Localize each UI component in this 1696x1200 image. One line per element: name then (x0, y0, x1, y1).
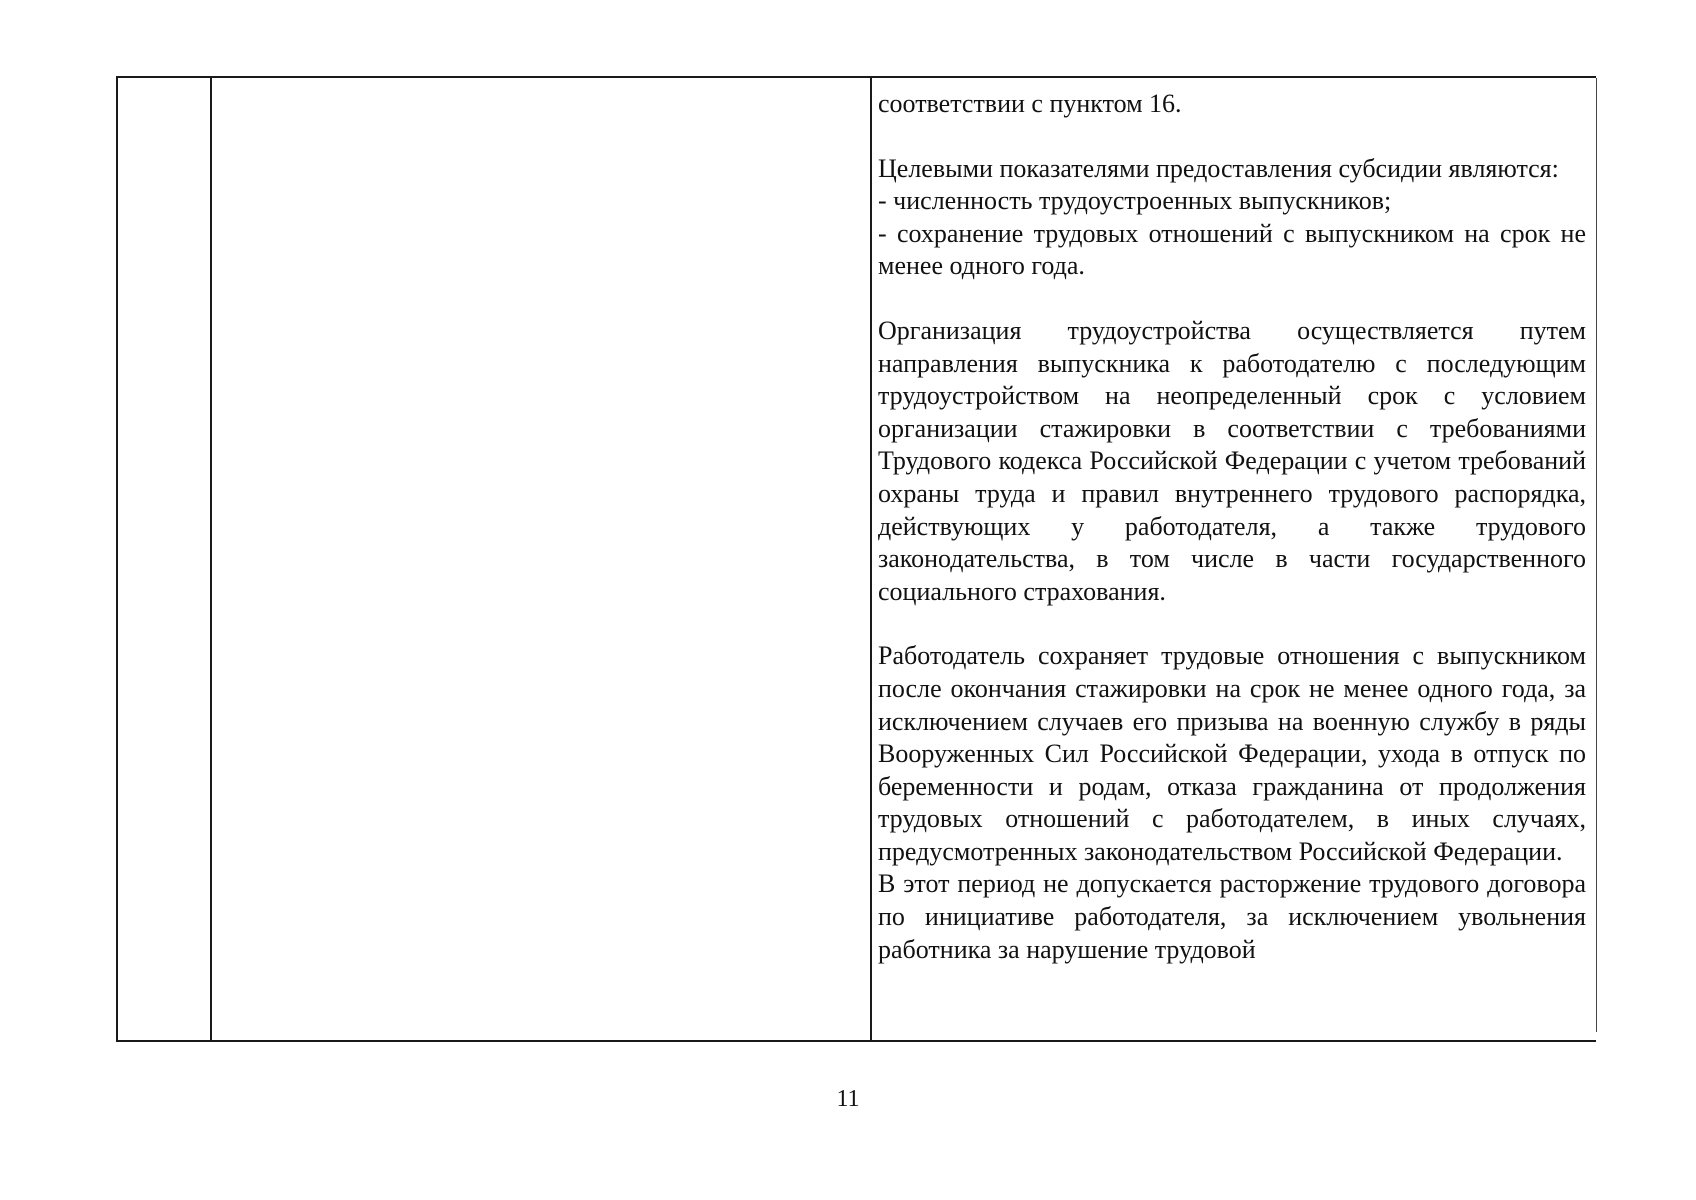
paragraph-1: соответствии с пунктом 16. (878, 89, 1182, 118)
paragraph-5: В этот период не допускается расторжение трудового договора по инициативе работодателя, за исключением увольнения работника за нарушение трудовой (878, 869, 1586, 964)
page-number: 11 (836, 1086, 860, 1112)
paragraph-2: Целевыми показателями предоставления субсидии являются: (878, 153, 1559, 183)
column-divider-second (870, 78, 872, 1040)
paragraph-2-item-2: - сохранение трудовых отношений с выпускником на срок не менее одного года. (878, 218, 1586, 281)
document-table (116, 76, 1596, 1042)
paragraph-4: Работодатель сохраняет трудовые отношения с выпускником после окончания стажировки на срок не менее одного года, за исключением случаев его призыва на военную службу в ряды Вооруженных Сил Российской Федерации, ухода в отпуск по беременности и родам, отказа гражданина от продолжения трудовых отношений с работодателем, в иных случаях, предусмотренных законодательством Российской Федерации. (878, 641, 1586, 866)
paragraph-3: Организация трудоустройства осуществляется путем направления выпускника к работодателю с последующим трудоустройством на неопределенный срок с условием организации стажировки в соответствии с требованиями Трудового кодекса Российской Федерации с учетом требований охраны труда и правил внутреннего трудового распорядка, действующих у работодателя, а также трудового законодательства, в том числе в части государственного социального страхования. (878, 315, 1586, 606)
column-divider-right (1596, 78, 1597, 1032)
text-cell (878, 88, 1586, 966)
paragraph-2-item-1: - численность трудоустроенных выпускников; (878, 186, 1392, 216)
column-divider-first (210, 78, 212, 1040)
